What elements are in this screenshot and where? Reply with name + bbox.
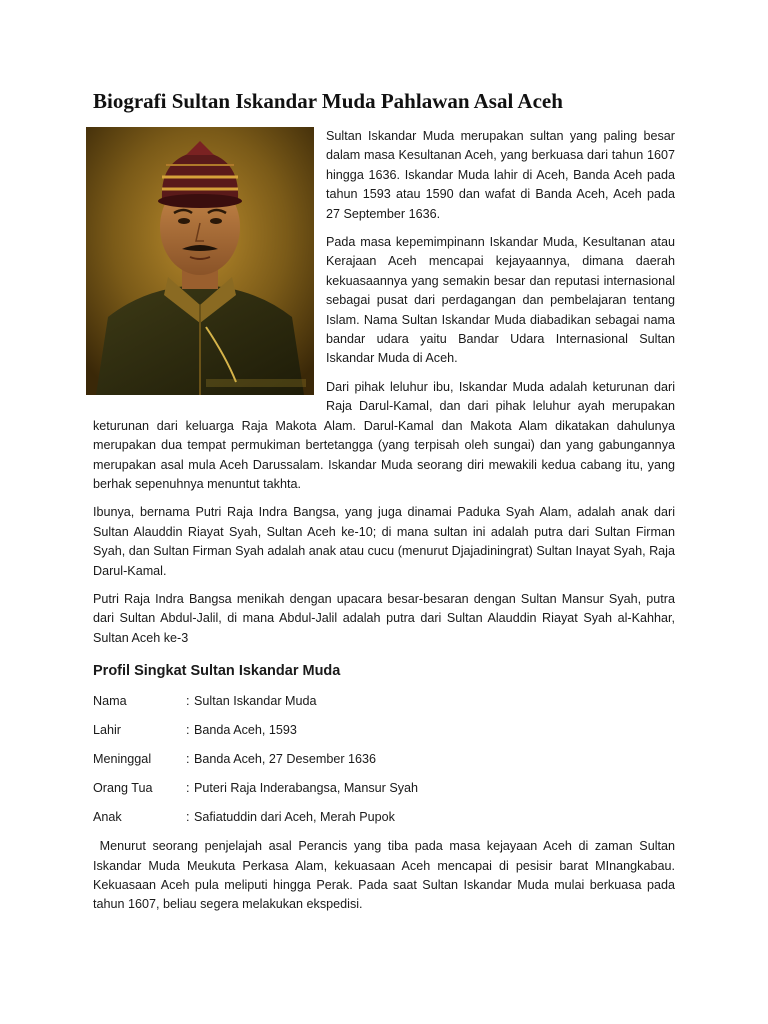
profile-label: Anak — [93, 810, 122, 825]
profile-value: Banda Aceh, 27 Desember 1636 — [194, 752, 377, 767]
profile-table — [93, 692, 675, 837]
profile-row-meninggal — [93, 750, 675, 779]
profile-separator: : — [186, 781, 190, 796]
profile-heading: Profil Singkat Sultan Iskandar Muda — [93, 663, 341, 680]
closing-paragraph: Menurut seorang penjelajah asal Perancis yang tiba pada masa kejayaan Aceh di zaman Sultan Iskandar Muda Meukuta Perkasa Alam, kekuasaan Aceh mencapai di pesisir barat MInangkabau. Kekuasaan Aceh pula meliputi hingga Perak. Pada saat Sultan Iskandar Muda mulai berkuasa pada tahun 1607, beliau segera melakukan ekspedisi. — [93, 839, 679, 912]
profile-separator: : — [186, 723, 190, 738]
profile-label: Orang Tua — [93, 781, 153, 796]
profile-value: Banda Aceh, 1593 — [194, 723, 297, 738]
profile-label: Nama — [93, 694, 127, 709]
profile-label: Lahir — [93, 723, 122, 738]
profile-value: Sultan Iskandar Muda — [194, 694, 317, 709]
profile-separator: : — [186, 752, 190, 767]
profile-value: Puteri Raja Inderabangsa, Mansur Syah — [194, 781, 419, 796]
paragraph-4: Ibunya, bernama Putri Raja Indra Bangsa, yang juga dinamai Paduka Syah Alam, adalah anak dari Sultan Alauddin Riayat Syah, Sultan Aceh ke-10; di mana sultan ini adalah putra dari Sultan Firman Syah, dan Sultan Firman Syah adalah anak atau cucu (menurut Djajadiningrat) Sultan Inayat Syah, Raja Darul-Kamal. — [93, 505, 675, 578]
paragraph-3: Dari pihak leluhur ibu, Iskandar Muda adalah keturunan dari Raja Darul-Kamal, dan dari pihak leluhur ayah merupakan keturunan dari keluarga Raja Makota Alam. Darul-Kamal dan Makota Alam dikatakan dahulunya merupakan dua tempat permukiman bertetangga (yang terpisah oleh sungai) dan yang gabungannya merupakan asal mula Aceh Darussalam. Iskandar Muda seorang diri mewakili kedua cabang itu, yang berhak sepenuhnya menuntut takhta. — [93, 379, 675, 491]
portrait-image — [86, 127, 314, 395]
profile-row-anak — [93, 808, 675, 837]
paragraph-1: Sultan Iskandar Muda merupakan sultan yang paling besar dalam masa Kesultanan Aceh, yang berkuasa dari tahun 1607 hingga 1636. Iskandar Muda lahir di Aceh, Banda Aceh pada tahun 1593 atau 1590 dan wafat di Banda Aceh, Aceh pada 27 September 1636. — [326, 129, 675, 221]
document-page — [93, 88, 679, 924]
profile-row-orang-tua — [93, 779, 675, 808]
profile-value: Safiatuddin dari Aceh, Merah Pupok — [194, 810, 395, 825]
document-title: Biografi Sultan Iskandar Muda Pahlawan Asal Aceh — [93, 89, 563, 113]
paragraph-5: Putri Raja Indra Bangsa menikah dengan upacara besar-besaran dengan Sultan Mansur Syah, putra dari Sultan Abdul-Jalil, di mana Abdul-Jalil adalah putra dari Sultan Alauddin Riayat Syah al-Kahhar, Sultan Aceh ke-3 — [93, 591, 675, 645]
profile-label: Meninggal — [93, 752, 152, 767]
sultan-portrait-illustration — [86, 127, 314, 395]
paragraph-2: Pada masa kepemimpinann Iskandar Muda, Kesultanan atau Kerajaan Aceh mencapai kejayaannya, dimana daerah kekuasaannya yang semakin besar dan reputasi internasional sebagai pusat dari perdagangan dan pembelajaran tentang Islam. Nama Sultan Iskandar Muda diabadikan sebagai nama bandar udara yaitu Bandar Udara Internasional Sultan Iskandar Muda di Aceh. — [326, 235, 675, 366]
profile-separator: : — [186, 694, 190, 709]
profile-row-nama — [93, 692, 675, 721]
profile-separator: : — [186, 810, 190, 825]
profile-row-lahir — [93, 721, 675, 750]
